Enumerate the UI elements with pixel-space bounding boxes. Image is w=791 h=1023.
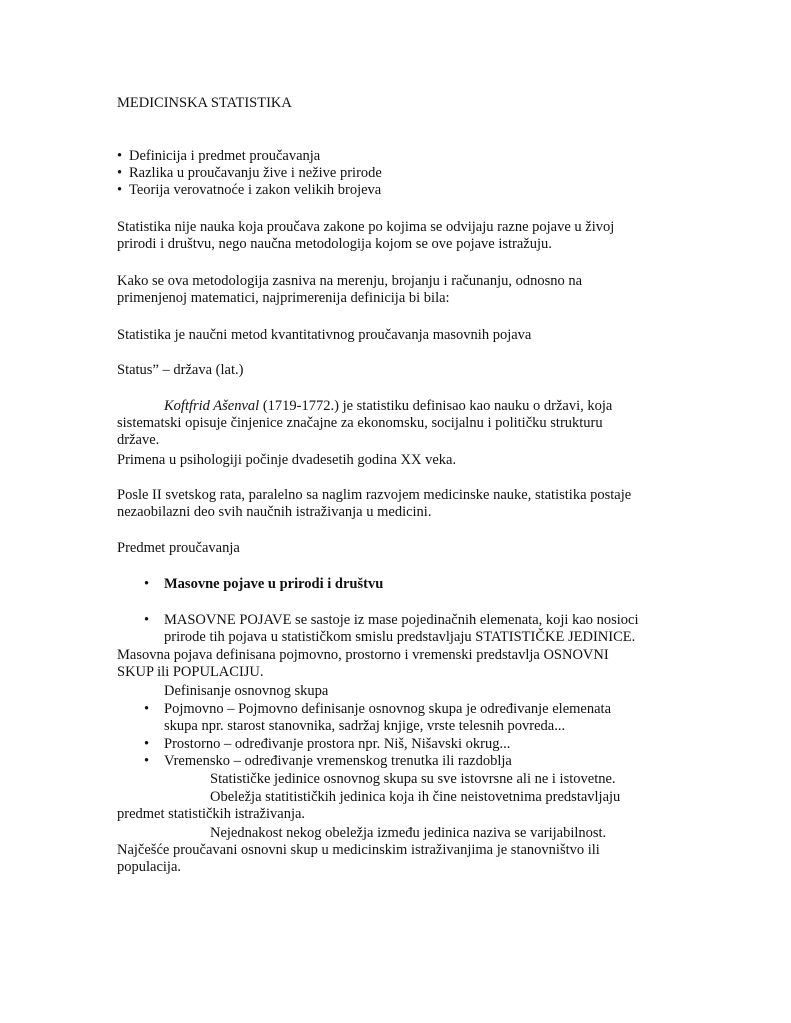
paragraph: prirodi i društvu, nego naučna metodologija kojom se ove pojave istražuju. [117,236,552,252]
list-item: • Definicija i predmet proučavanja [117,148,321,164]
paragraph: Najčešće proučavani osnovni skup u medicinskim istraživanjima je stanovništvo ili [117,842,600,858]
paragraph: Posle II svetskog rata, paralelno sa naglim razvojem medicinske nauke, statistika postaje [117,487,632,503]
list-item: • Vremensko – određivanje vremenskog trenutka ili razdoblja [144,753,512,769]
paragraph: primenjenoj matematici, najprimerenija definicija bi bila: [117,290,450,306]
bullet-icon: • [117,182,123,198]
paragraph: predmet statističkih istraživanja. [117,806,306,822]
paragraph: Statističke jedinice osnovnog skupa su sve istovrsne ali ne i istovetne. [210,771,616,787]
bullet-icon: • [144,753,150,769]
list-item: • Prostorno – određivanje prostora npr. Niš, Nišavski okrug... [144,736,511,752]
bullet-icon: • [144,612,150,628]
list-item: • Pojmovno – Pojmovno definisanje osnovnog skupa je određivanje elemenata [144,701,612,717]
list-item-continuation: skupa npr. starost stanovnika, sadržaj knjige, vrste telesnih povreda... [164,718,566,734]
list-item: • Razlika u proučavanju žive i nežive prirode [117,165,382,181]
bullet-icon: • [144,576,150,592]
bullet-icon: • [117,165,123,181]
paragraph: države. [117,432,160,448]
paragraph: SKUP ili POPULACIJU. [117,664,264,680]
paragraph: Kako se ova metodologija zasniva na merenju, brojanju i računanju, odnosno na [117,273,583,289]
section-heading: Predmet proučavanja [117,540,240,556]
paragraph: Koftfrid Ašenval (1719-1772.) je statistiku definisao kao nauku o državi, koja [164,398,613,414]
bullet-icon: • [144,701,150,717]
paragraph: Nejednakost nekog obeležja između jedinica naziva se varijabilnost. [210,825,607,841]
paragraph: nezaobilazni deo svih naučnih istraživanja u medicini. [117,504,432,520]
bullet-icon: • [144,736,150,752]
list-item: • Masovne pojave u prirodi i društvu [144,576,384,592]
list-item: • Teorija verovatnoće i zakon velikih brojeva [117,182,382,198]
bullet-icon: • [117,148,123,164]
document-title: MEDICINSKA STATISTIKA [117,95,292,111]
paragraph: sistematski opisuje činjenice značajne za ekonomsku, socijalnu i političku strukturu [117,415,603,431]
paragraph: Status” – država (lat.) [117,362,244,378]
paragraph: Obeležja statitističkih jedinica koja ih čine neistovetnima predstavljaju [210,789,621,805]
paragraph: Definisanje osnovnog skupa [164,683,329,699]
paragraph: populacija. [117,859,182,875]
paragraph: Masovna pojava definisana pojmovno, prostorno i vremenski predstavlja OSNOVNI [117,647,609,663]
definition: Statistika je naučni metod kvantitativnog proučavanja masovnih pojava [117,327,532,343]
paragraph: Statistika nije nauka koja proučava zakone po kojima se odvijaju razne pojave u živoj [117,219,615,235]
author-name: Koftfrid Ašenval [164,398,260,414]
list-item-continuation: prirode tih pojava u statističkom smislu predstavljaju STATISTIČKE JEDINICE. [164,629,636,645]
paragraph: Primena u psihologiji počinje dvadesetih godina XX veka. [117,452,457,468]
list-item: • MASOVNE POJAVE se sastoje iz mase pojedinačnih elemenata, koji kao nosioci [144,612,639,628]
